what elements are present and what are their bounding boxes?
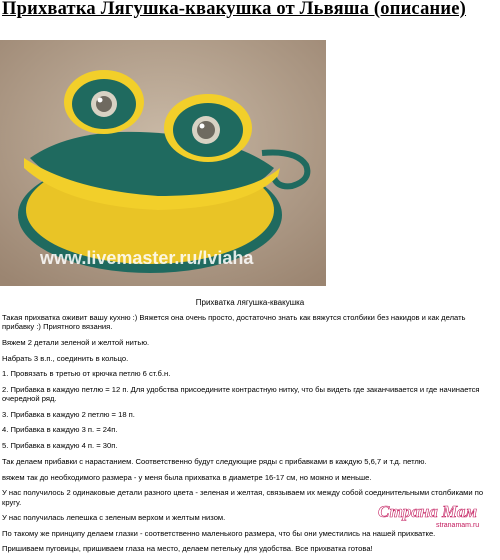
watermark-text: www.livemaster.ru/lviaha [40, 248, 254, 268]
paragraph: У нас получилось 2 одинаковые детали разного цвета - зеленая и желтая, связываем их между собой соединительными столбиками по кругу. [2, 488, 484, 507]
photo-caption: Прихватка лягушка-квакушка [195, 298, 305, 307]
paragraph: Вяжем 2 детали зеленой и желтой нитью. [2, 337, 150, 347]
paragraph: 2. Прибавка в каждую петлю = 12 п. Для удобства присоедините контрастную нитку, что бы видеть где заканчивается и где начинается очередной ряд. [2, 384, 480, 404]
paragraph: 4. Прибавка в каждую 3 п. = 24п. [2, 425, 118, 435]
paragraph: У нас получилась лепешка с зеленым верхом и желтым низом. [2, 513, 226, 523]
paragraph: 5. Прибавка в каждую 4 п. = 30п. [2, 441, 118, 451]
paragraph: вяжем так до необходимого размера - у меня была прихватка в диаметре 16-17 см, но можно и меньше. [2, 472, 372, 482]
frog-potholder-illustration [0, 40, 326, 286]
site-logo [376, 499, 496, 529]
paragraph: Пришиваем пуговицы, пришиваем глаза на место, делаем петельку для удобства. Все прихватка готова! [2, 544, 373, 554]
paragraph: 1. Провязать в третью от крючка петлю 6 ст.б.н. [2, 369, 171, 379]
paragraph: Такая прихватка оживит вашу кухню :) Вяжется она очень просто, достаточно знать как вяжутся столбики без накидов и как делать прибавку :) Приятного вязания. [2, 313, 466, 332]
potholder-photo [0, 40, 326, 286]
paragraph: По такому же принципу делаем глазки - соответственно маленького размера, что бы они уместились на нашей прихватке. [2, 528, 436, 538]
paragraph: Так делаем прибавки с нарастанием. Соответственно будут следующие ряды с прибавками в каждую 5,6,7 и т.д. петлю. [2, 456, 427, 466]
logo-graphic [376, 499, 496, 529]
logo-text: Страна Мам [378, 502, 478, 521]
logo-subtext: stranamam.ru [436, 522, 480, 529]
paragraph: 3. Прибавка в каждую 2 петлю = 18 п. [2, 409, 135, 419]
page-title: Прихватка Лягушка-квакушка от Львяша (описание) [2, 0, 467, 19]
paragraph: Набрать 3 в.п., соединить в кольцо. [2, 353, 129, 363]
